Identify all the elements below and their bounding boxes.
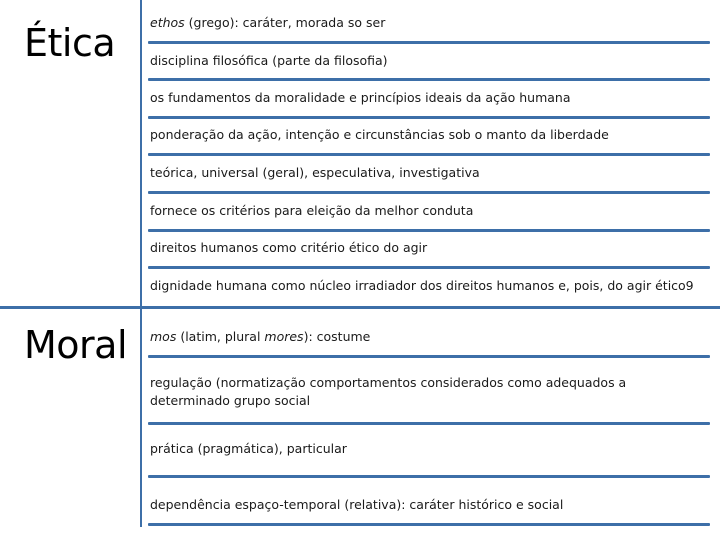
item-text: prática (pragmática), particular [150, 441, 347, 456]
item-text: fornece os critérios para eleição da melhor conduta [150, 203, 474, 218]
list-item [150, 374, 710, 410]
item-text: regulação (normatização comportamentos considerados como adequados a determinado grupo social [150, 375, 627, 408]
item-text: teórica, universal (geral), especulativa, investigativa [150, 165, 480, 180]
item-rule [148, 41, 710, 44]
list-item [150, 162, 710, 182]
item-text: dignidade humana como núcleo irradiador dos direitos humanos e, pois, do agir ético9 [150, 278, 694, 293]
list-item [150, 50, 710, 70]
list-item [150, 12, 710, 32]
item-rule [148, 116, 710, 119]
list-item [150, 237, 710, 257]
list-item [150, 326, 710, 346]
etica-divider [140, 0, 142, 308]
item-text: disciplina filosófica (parte da filosofia) [150, 53, 388, 68]
item-emphasis: mos [150, 329, 177, 344]
item-rule [148, 229, 710, 232]
item-text: dependência espaço-temporal (relativa): caráter histórico e social [150, 497, 564, 512]
list-item [150, 494, 710, 514]
item-emphasis: ethos [150, 15, 185, 30]
etica-heading: Ética [24, 21, 116, 65]
list-item [150, 275, 710, 295]
list-item [150, 200, 710, 220]
item-rule [148, 523, 710, 526]
section-separator [0, 306, 720, 309]
item-text: os fundamentos da moralidade e princípios ideais da ação humana [150, 90, 571, 105]
item-text: (latim, plural [176, 329, 265, 344]
item-text: (grego): caráter, morada so ser [184, 15, 386, 30]
item-text: ): costume [303, 329, 371, 344]
moral-heading: Moral [24, 323, 128, 367]
list-item [150, 87, 710, 107]
item-text: ponderação da ação, intenção e circunstâncias sob o manto da liberdade [150, 127, 609, 142]
item-rule [148, 266, 710, 269]
item-rule [148, 475, 710, 478]
item-rule [148, 78, 710, 81]
item-rule [148, 422, 710, 425]
list-item [150, 124, 710, 144]
item-rule [148, 153, 710, 156]
item-emphasis: mores [264, 329, 304, 344]
item-rule [148, 191, 710, 194]
list-item [150, 438, 710, 458]
item-rule [148, 355, 710, 358]
moral-divider [140, 309, 142, 527]
item-text: direitos humanos como critério ético do agir [150, 240, 428, 255]
